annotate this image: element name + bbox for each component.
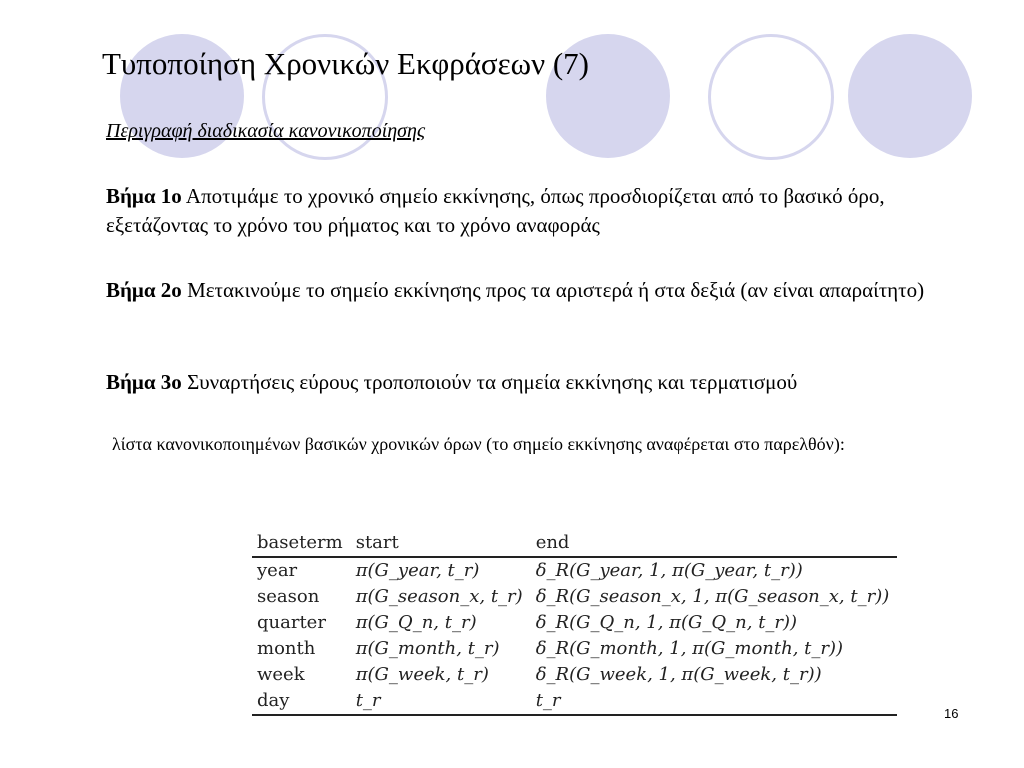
decor-circle-4	[708, 34, 834, 160]
step-3-label: Βήμα 3ο	[106, 370, 182, 394]
table-row	[252, 610, 897, 636]
table-row	[252, 557, 897, 584]
cell-end: δ_R(G_year, 1, π(G_year, t_r))	[535, 560, 803, 581]
slide-subtitle: Περιγραφή διαδικασία κανονικοποίησης	[106, 120, 426, 142]
cell-start: π(G_season_x, t_r)	[355, 586, 523, 607]
step-2-label: Βήμα 2ο	[106, 278, 182, 302]
page-number: 16	[944, 706, 959, 721]
step-1-text: Αποτιμάμε το χρονικό σημείο εκκίνησης, όπως προσδιορίζεται από το βασικό όρο, εξετάζοντας το χρόνο του ρήματος και το χρόνο αναφοράς	[106, 184, 885, 237]
cell-end: t_r	[531, 688, 898, 715]
table-row	[252, 636, 897, 662]
cell-start: π(G_year, t_r)	[355, 560, 480, 581]
cell-end: δ_R(G_week, 1, π(G_week, t_r))	[535, 664, 822, 685]
table-intro-note: λίστα κανονικοποιημένων βασικών χρονικών όρων (το σημείο εκκίνησης αναφέρεται στο παρελθόν):	[112, 434, 845, 454]
cell-end: δ_R(G_season_x, 1, π(G_season_x, t_r))	[535, 586, 890, 607]
cell-end: δ_R(G_Q_n, 1, π(G_Q_n, t_r))	[535, 612, 798, 633]
header-end: end	[531, 528, 898, 557]
table-row	[252, 688, 897, 715]
baseterm-table	[252, 528, 897, 716]
table-row	[252, 662, 897, 688]
cell-baseterm: quarter	[257, 612, 326, 633]
step-1	[106, 182, 956, 240]
step-3	[106, 368, 956, 397]
cell-start: π(G_month, t_r)	[355, 638, 500, 659]
table-header-row	[252, 528, 897, 557]
cell-start: t_r	[351, 688, 531, 715]
step-2-text: Μετακινούμε το σημείο εκκίνησης προς τα αριστερά ή στα δεξιά (αν είναι απαραίτητο)	[187, 278, 925, 302]
cell-baseterm: year	[257, 560, 298, 581]
cell-baseterm: day	[252, 688, 351, 715]
cell-end: δ_R(G_month, 1, π(G_month, t_r))	[535, 638, 844, 659]
step-1-label: Βήμα 1ο	[106, 184, 182, 208]
cell-baseterm: month	[257, 638, 316, 659]
cell-start: π(G_week, t_r)	[355, 664, 489, 685]
slide-title: Τυποποίηση Χρονικών Εκφράσεων (7)	[102, 46, 589, 81]
table-row	[252, 584, 897, 610]
step-2	[106, 276, 956, 305]
header-baseterm: baseterm	[252, 528, 351, 557]
cell-start: π(G_Q_n, t_r)	[355, 612, 477, 633]
cell-baseterm: season	[257, 586, 320, 607]
step-3-text: Συναρτήσεις εύρους τροποποιούν τα σημεία εκκίνησης και τερματισμού	[187, 370, 798, 394]
header-start: start	[351, 528, 531, 557]
decor-circle-5	[848, 34, 972, 158]
cell-baseterm: week	[257, 664, 305, 685]
